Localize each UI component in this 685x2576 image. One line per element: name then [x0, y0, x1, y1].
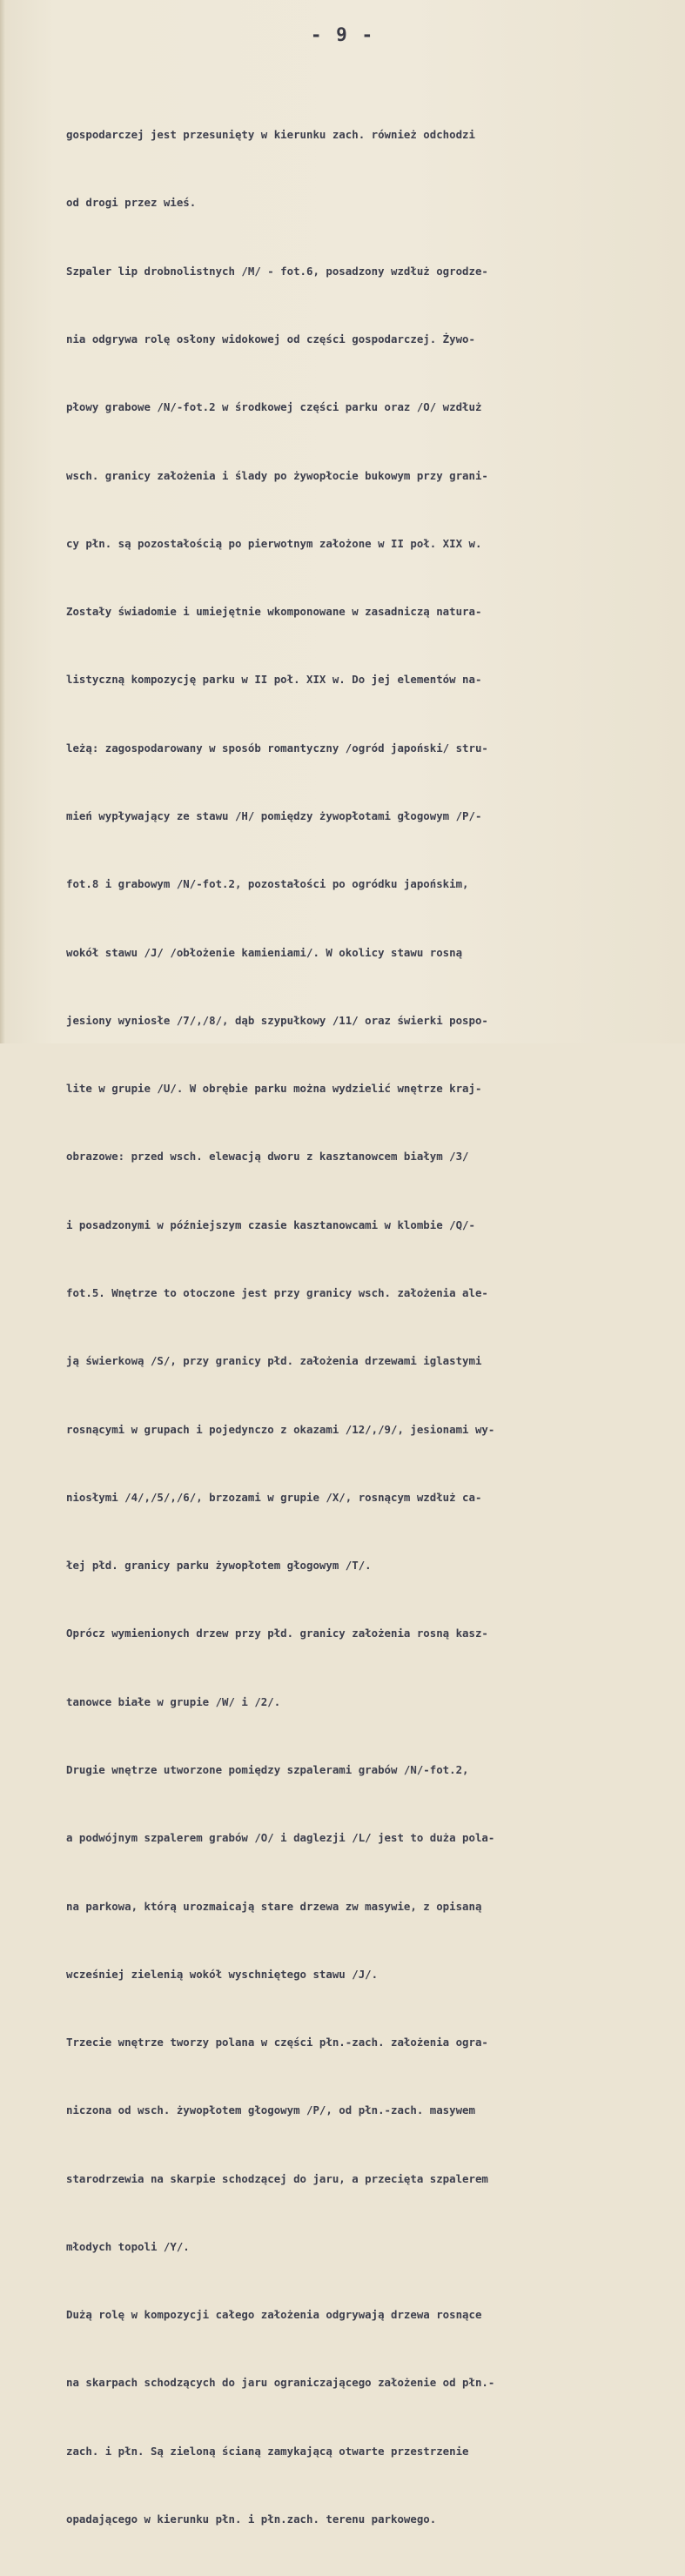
text-line: fot.5. Wnętrze to otoczone jest przy granicy wsch. założenia ale-: [66, 1285, 488, 1299]
page-fold-shadow: [0, 0, 5, 1043]
text-line: niosłymi /4/,/5/,/6/, brzozami w grupie /X/, rosnącym wzdłuż ca-: [66, 1490, 482, 1504]
text-line: opadającego w kierunku płn. i płn.zach. terenu parkowego.: [66, 2512, 437, 2526]
text-line: lite w grupie /U/. W obrębie parku można wydzielić wnętrze kraj-: [66, 1082, 482, 1096]
text-line: wsch. granicy założenia i ślady po żywopłocie bukowym przy grani-: [66, 468, 488, 482]
page-number: - 9 -: [310, 24, 375, 45]
text-line: wokół stawu /J/ /obłożenie kamieniami/. W okolicy stawu rosną: [66, 945, 463, 959]
text-line: mień wypływający ze stawu /H/ pomiędzy żywopłotami głogowym /P/-: [66, 809, 482, 822]
text-line: Drugie wnętrze utworzone pomiędzy szpalerami grabów /N/-fot.2,: [66, 1762, 469, 1776]
text-line: cy płn. są pozostałością po pierwotnym założone w II poł. XIX w.: [66, 536, 482, 550]
text-line: na skarpach schodzących do jaru ograniczającego założenie od płn.-: [66, 2376, 495, 2390]
text-line: niczona od wsch. żywopłotem głogowym /P/, od płn.-zach. masywem: [66, 2103, 475, 2117]
text-line: łej płd. granicy parku żywopłotem głogowym /T/.: [66, 1559, 372, 1573]
body-text: [66, 78, 681, 2576]
text-line: na parkowa, którą urozmaicają stare drzewa zw masywie, z opisaną: [66, 1899, 482, 1913]
text-line: zach. i płn. Są zieloną ścianą zamykającą otwarte przestrzenie: [66, 2444, 469, 2458]
text-line: Oprócz wymienionych drzew przy płd. granicy założenia rosną kasz-: [66, 1627, 488, 1640]
text-line: rosnącymi w grupach i pojedynczo z okazami /12/,/9/, jesionami wy-: [66, 1422, 495, 1436]
text-line: Szpaler lip drobnolistnych /M/ - fot.6, posadzony wzdłuż ogrodze-: [66, 264, 488, 278]
text-line: tanowce białe w grupie /W/ i /2/.: [66, 1694, 281, 1708]
text-line: Trzecie wnętrze tworzy polana w części płn.-zach. założenia ogra-: [66, 2036, 488, 2049]
text-line: nia odgrywa rolę osłony widokowej od części gospodarczej. Żywo-: [66, 332, 475, 346]
text-line: Zostały świadomie i umiejętnie wkomponowane w zasadniczą natura-: [66, 605, 482, 619]
text-line: gospodarczej jest przesunięty w kierunku zach. również odchodzi: [66, 128, 475, 142]
text-line: młodych topoli /Y/.: [66, 2239, 190, 2253]
text-line: wcześniej zielenią wokół wyschniętego stawu /J/.: [66, 1967, 379, 1981]
text-line: fot.8 i grabowym /N/-fot.2, pozostałości po ogródku japońskim,: [66, 877, 469, 891]
text-line: leżą: zagospodarowany w sposób romantyczny /ogród japoński/ stru-: [66, 741, 488, 755]
text-line: obrazowe: przed wsch. elewacją dworu z kasztanowcem białym /3/: [66, 1150, 469, 1164]
text-line: Dużą rolę w kompozycji całego założenia odgrywają drzewa rosnące: [66, 2308, 482, 2322]
text-line: od drogi przez wieś.: [66, 196, 197, 210]
text-line: płowy grabowe /N/-fot.2 w środkowej części parku oraz /O/ wzdłuż: [66, 400, 482, 414]
text-line: i posadzonymi w późniejszym czasie kasztanowcami w klombie /Q/-: [66, 1218, 475, 1231]
text-line: ją świerkową /S/, przy granicy płd. założenia drzewami iglastymi: [66, 1354, 482, 1368]
text-line: starodrzewia na skarpie schodzącej do jaru, a przecięta szpalerem: [66, 2171, 488, 2185]
text-line: jesiony wyniosłe /7/,/8/, dąb szypułkowy /11/ oraz świerki pospo-: [66, 1013, 488, 1027]
text-line: a podwójnym szpalerem grabów /O/ i daglezji /L/ jest to duża pola-: [66, 1831, 495, 1845]
text-line: listyczną kompozycję parku w II poł. XIX w. Do jej elementów na-: [66, 673, 482, 687]
